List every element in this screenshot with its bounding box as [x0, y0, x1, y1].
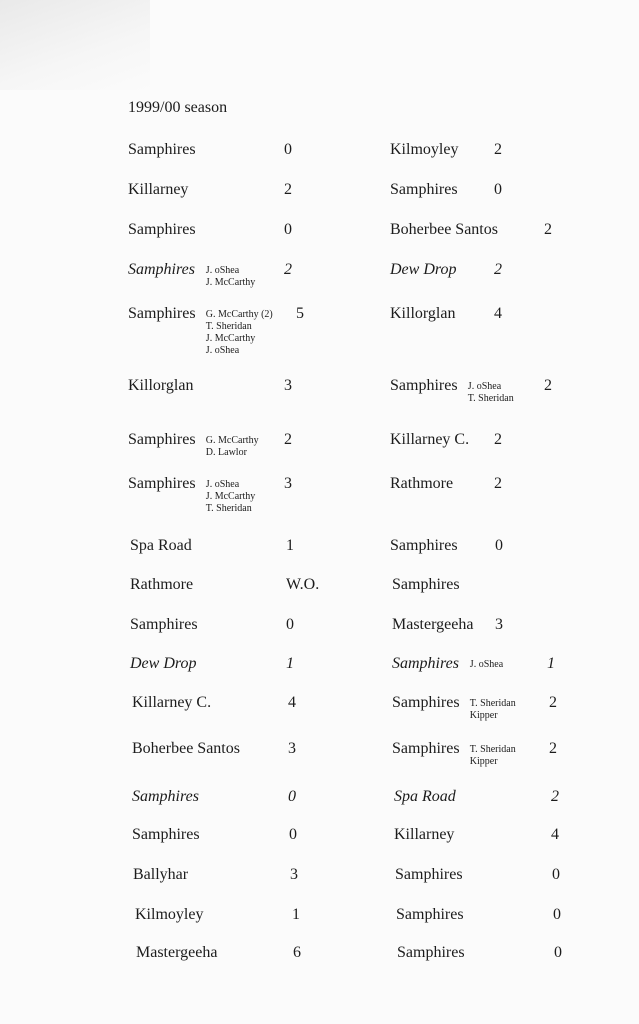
scorer-name: D. Lawlor — [205, 447, 247, 458]
away-team: Killorglan — [390, 305, 456, 322]
home-team: Samphires — [132, 788, 199, 805]
scorer-name: T. Sheridan — [467, 393, 514, 404]
home-team: Samphires — [128, 431, 196, 448]
away-score: 1 — [547, 655, 555, 672]
away-team: Samphires — [390, 377, 458, 394]
away-team: Killarney C. — [390, 431, 470, 448]
away-score: 2 — [494, 475, 502, 492]
home-score: W.O. — [286, 576, 320, 593]
scorer-name: T. Sheridan — [205, 321, 252, 332]
home-score: 1 — [286, 537, 294, 554]
home-team: Samphires — [128, 141, 196, 158]
scorer-name: G. McCarthy (2) — [205, 309, 273, 320]
home-team: Killarney C. — [132, 694, 212, 711]
home-team: Samphires — [128, 305, 196, 322]
away-scorers — [470, 744, 516, 768]
season-heading: 1999/00 season — [128, 99, 228, 116]
home-scorers — [206, 479, 255, 515]
scorer-name: J. oShea — [205, 265, 240, 276]
scorer-name: J. oShea — [205, 479, 240, 490]
scorer-name: J. McCarthy — [205, 333, 256, 344]
away-team: Samphires — [392, 740, 460, 757]
away-team: Rathmore — [390, 475, 454, 492]
home-team: Samphires — [130, 616, 198, 633]
home-score: 3 — [288, 740, 296, 757]
home-team: Samphires — [132, 826, 200, 843]
scorer-name: J. oShea — [467, 381, 502, 392]
away-team: Dew Drop — [390, 261, 457, 278]
away-score: 2 — [544, 377, 552, 394]
home-team: Mastergeeha — [136, 944, 218, 961]
home-score: 2 — [284, 181, 292, 198]
away-score: 0 — [553, 906, 561, 923]
home-score: 4 — [288, 694, 296, 711]
away-team: Spa Road — [394, 788, 456, 805]
away-team: Samphires — [396, 906, 464, 923]
away-score: 0 — [552, 866, 560, 883]
away-score: 0 — [495, 537, 503, 554]
home-team: Ballyhar — [133, 866, 189, 883]
home-team: Spa Road — [130, 537, 192, 554]
home-score: 1 — [292, 906, 300, 923]
home-team: Samphires — [128, 475, 196, 492]
away-team: Mastergeeha — [392, 616, 474, 633]
away-team: Samphires — [397, 944, 465, 961]
away-score: 4 — [494, 305, 502, 322]
scorer-name: J. McCarthy — [205, 491, 256, 502]
home-team: Samphires — [128, 221, 196, 238]
home-score: 0 — [284, 221, 292, 238]
home-team: Killarney — [128, 181, 189, 198]
home-team: Kilmoyley — [135, 906, 204, 923]
home-team: Boherbee Santos — [132, 740, 240, 757]
away-score: 2 — [549, 694, 557, 711]
scorer-name: G. McCarthy — [205, 435, 259, 446]
away-score: 0 — [554, 944, 562, 961]
scorer-name: J. oShea — [205, 345, 240, 356]
home-score: 6 — [293, 944, 301, 961]
away-score: 4 — [551, 826, 559, 843]
home-score: 2 — [284, 261, 292, 278]
scorer-name: T. Sheridan — [205, 503, 252, 514]
home-scorers — [206, 265, 255, 289]
away-scorers — [468, 381, 514, 405]
scorer-name: T. Sheridan — [469, 698, 516, 709]
away-team: Samphires — [392, 655, 459, 672]
away-team: Samphires — [390, 537, 458, 554]
away-scorers — [470, 698, 516, 722]
away-team: Samphires — [392, 694, 460, 711]
home-score: 1 — [286, 655, 294, 672]
away-team: Samphires — [395, 866, 463, 883]
home-scorers — [206, 435, 259, 459]
home-score: 0 — [289, 826, 297, 843]
home-scorers — [206, 309, 273, 357]
home-team: Killorglan — [128, 377, 194, 394]
scorer-name: Kipper — [469, 710, 498, 721]
scorer-name: J. McCarthy — [205, 277, 256, 288]
away-score: 2 — [551, 788, 559, 805]
home-score: 3 — [284, 475, 292, 492]
home-team: Dew Drop — [130, 655, 197, 672]
home-score: 5 — [296, 305, 304, 322]
away-score: 3 — [495, 616, 503, 633]
away-team: Kilmoyley — [390, 141, 459, 158]
away-score: 0 — [494, 181, 502, 198]
scorer-name: T. Sheridan — [469, 744, 516, 755]
home-score: 0 — [288, 788, 296, 805]
away-team: Samphires — [390, 181, 458, 198]
home-score: 2 — [284, 431, 292, 448]
home-score: 3 — [290, 866, 298, 883]
away-team: Boherbee Santos — [390, 221, 498, 238]
scorer-name: Kipper — [469, 756, 498, 767]
away-score: 2 — [549, 740, 557, 757]
away-scorers — [470, 659, 503, 671]
away-score: 2 — [494, 261, 502, 278]
away-team: Samphires — [392, 576, 460, 593]
home-score: 3 — [284, 377, 292, 394]
page-fold-shadow — [0, 0, 150, 90]
home-score: 0 — [286, 616, 294, 633]
home-team: Samphires — [128, 261, 195, 278]
scorer-name: J. oShea — [469, 659, 504, 670]
home-team: Rathmore — [130, 576, 194, 593]
away-score: 2 — [544, 221, 552, 238]
away-team: Killarney — [394, 826, 455, 843]
away-score: 2 — [494, 431, 502, 448]
home-score: 0 — [284, 141, 292, 158]
away-score: 2 — [494, 141, 502, 158]
